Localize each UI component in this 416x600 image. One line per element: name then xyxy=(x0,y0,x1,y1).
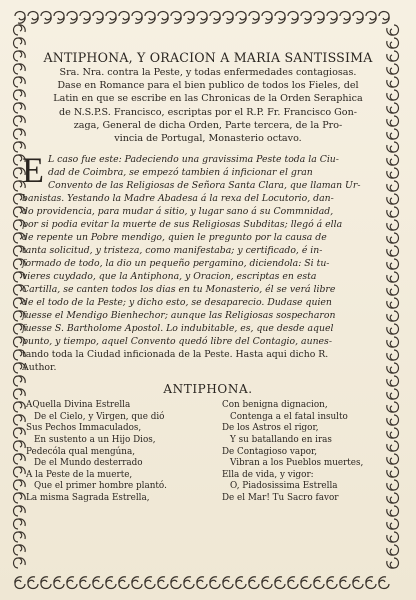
border-flourish xyxy=(340,577,350,589)
border-flourish xyxy=(67,12,77,24)
subtitle-line: zaga, General de dicha Orden, Parte tercera, de la Pro- xyxy=(73,119,343,131)
narrative-body xyxy=(22,150,394,374)
border-flourish xyxy=(236,12,246,24)
border-flourish xyxy=(28,12,38,24)
border-flourish xyxy=(210,12,220,24)
body-line: tanta solicitud, y tristeza, como manifestaba; y certificado, é in- xyxy=(22,245,323,257)
border-flourish xyxy=(387,558,399,568)
border-flourish xyxy=(387,25,399,35)
border-flourish xyxy=(14,38,26,48)
border-flourish xyxy=(379,577,389,589)
border-flourish xyxy=(197,12,207,24)
verse-line: Vibran a los Pueblos muertes, xyxy=(230,458,364,469)
border-flourish xyxy=(366,577,376,589)
body-line: punto, y tiempo, aquel Convento quedó libre del Contagio, aunes- xyxy=(22,336,332,348)
body-line: por si podia evitar la muerte de sus Religiosas Subditas; llegó á ella xyxy=(22,219,343,231)
subtitle-line: Dase en Romance para el bien publico de todos los Fieles, del xyxy=(57,80,359,92)
body-line: vieres cuydado, que la Antiphona, y Oracion, escriptas en esta xyxy=(22,271,317,283)
border-flourish xyxy=(14,558,26,568)
border-flourish xyxy=(301,12,311,24)
verse-line: De el Mundo desterrado xyxy=(34,458,143,469)
border-flourish xyxy=(158,12,168,24)
verse-line: De el Cielo, y Virgen, que dió xyxy=(34,411,165,422)
body-line: do providencia, para mudar á sitio, y lugar sano á su Commnidad, xyxy=(22,206,334,218)
verse-line: Que el primer hombre plantó. xyxy=(34,481,167,492)
border-flourish xyxy=(314,577,324,589)
border-flourish xyxy=(132,577,142,589)
border-flourish xyxy=(80,12,90,24)
border-flourish xyxy=(262,577,272,589)
border-flourish xyxy=(387,38,399,48)
body-line: banistas. Yestando la Madre Abadesa á la rexa del Locutorio, dan- xyxy=(22,193,334,205)
border-flourish xyxy=(387,545,399,555)
border-flourish xyxy=(14,532,26,542)
border-flourish xyxy=(275,577,285,589)
border-flourish xyxy=(41,577,51,589)
border-flourish xyxy=(132,12,142,24)
border-flourish xyxy=(288,577,298,589)
border-flourish xyxy=(210,577,220,589)
border-flourish xyxy=(41,12,51,24)
border-flourish xyxy=(197,577,207,589)
verse-line: En sustento a un Hijo Dios, xyxy=(34,435,156,445)
body-line: dad de Coimbra, se empezó tambien á inficionar el gran xyxy=(48,167,313,179)
border-flourish xyxy=(353,577,363,589)
border-flourish xyxy=(14,25,26,35)
verse-line: Contenga a el fatal insulto xyxy=(230,411,348,422)
border-flourish xyxy=(184,12,194,24)
document-content xyxy=(22,50,394,505)
border-flourish xyxy=(301,577,311,589)
border-flourish xyxy=(184,577,194,589)
body-line: Author. xyxy=(22,362,57,374)
verses-left-column xyxy=(22,400,202,504)
border-flourish xyxy=(379,12,389,24)
verse-line: De los Astros el rigor, xyxy=(222,423,319,434)
subtitle-line: Latin en que se escribe en las Chronicas de la Orden Seraphica xyxy=(53,93,363,105)
verse-line: AQuella Divina Estrella xyxy=(26,400,131,411)
verse-line: De el Mar! Tu Sacro favor xyxy=(222,492,339,503)
border-flourish xyxy=(327,577,337,589)
border-flourish xyxy=(327,12,337,24)
border-flourish xyxy=(275,12,285,24)
body-line: Cartilla, se canten todos los dias en tu Monasterio, él se verá libre xyxy=(22,284,336,296)
border-flourish xyxy=(387,532,399,542)
document-subtitle xyxy=(22,66,394,145)
antiphona-heading: ANTIPHONA. xyxy=(163,382,253,397)
document-title: ANTIPHONA, Y ORACION A MARIA SANTISSIMA xyxy=(43,50,373,65)
border-flourish xyxy=(236,577,246,589)
border-flourish xyxy=(249,577,259,589)
border-flourish xyxy=(387,506,399,516)
border-flourish xyxy=(14,545,26,555)
verse-line: Sus Pechos Immaculados, xyxy=(26,423,142,434)
body-line: tando toda la Ciudad inficionada de la Peste. Hasta aqui dicho R. xyxy=(22,349,329,361)
border-flourish xyxy=(67,577,77,589)
body-line: de repente un Pobre mendigo, quien le pregunto por la causa de xyxy=(22,232,327,244)
border-flourish xyxy=(145,577,155,589)
border-flourish xyxy=(262,12,272,24)
border-flourish xyxy=(249,12,259,24)
border-flourish xyxy=(54,12,64,24)
border-flourish xyxy=(15,12,25,24)
border-flourish xyxy=(54,577,64,589)
verse-line: A la Peste de la muerte, xyxy=(26,469,133,480)
border-flourish xyxy=(119,577,129,589)
verse-line: De Contagioso vapor, xyxy=(222,446,318,457)
border-flourish xyxy=(15,577,25,589)
body-line: formado de todo, la dio un pequeño pergamino, diciendola: Si tu- xyxy=(22,258,330,270)
subtitle-line: vincia de Portugal, Monasterio octavo. xyxy=(114,133,302,145)
border-flourish xyxy=(223,12,233,24)
border-flourish xyxy=(366,12,376,24)
border-flourish xyxy=(340,12,350,24)
border-flourish xyxy=(93,12,103,24)
verse-line: Y su batallando en iras xyxy=(230,435,332,445)
border-flourish xyxy=(106,12,116,24)
border-flourish xyxy=(353,12,363,24)
antiphona-verses xyxy=(22,400,394,504)
verse-line: Ella de vida, y vigor: xyxy=(222,469,314,480)
border-flourish xyxy=(223,577,233,589)
border-flourish xyxy=(93,577,103,589)
border-flourish xyxy=(119,12,129,24)
drop-cap: E xyxy=(22,150,44,191)
verse-line: O, Piadosissima Estrella xyxy=(230,481,338,492)
subtitle-line: Sra. Nra. contra la Peste, y todas enfermedades contagiosas. xyxy=(59,67,357,78)
border-flourish xyxy=(288,12,298,24)
verse-line: Con benigna dignacion, xyxy=(222,400,328,411)
border-flourish xyxy=(314,12,324,24)
border-flourish xyxy=(387,519,399,529)
border-flourish xyxy=(171,577,181,589)
body-line: Convento de las Religiosas de Señora Santa Clara, que llaman Ur- xyxy=(48,180,361,192)
border-flourish xyxy=(158,577,168,589)
verse-line: La misma Sagrada Estrella, xyxy=(26,492,150,503)
body-line: L caso fue este: Padeciendo una gravissima Peste toda la Ciu- xyxy=(48,154,339,166)
body-line: de el todo de la Peste; y dicho esto, se desaparecio. Dudase quien xyxy=(22,297,332,309)
body-line: fuesse el Mendigo Bienhechor; aunque las Religiosas sospecharon xyxy=(22,310,336,322)
border-flourish xyxy=(106,577,116,589)
border-flourish xyxy=(171,12,181,24)
border-flourish xyxy=(28,577,38,589)
border-flourish xyxy=(14,506,26,516)
verses-right-column xyxy=(214,400,394,504)
border-flourish xyxy=(80,577,90,589)
verse-line: Pedecóla qual mengúna, xyxy=(26,446,136,457)
border-flourish xyxy=(14,519,26,529)
border-flourish xyxy=(145,12,155,24)
body-line: fuesse S. Bartholome Apostol. Lo indubitable, es, que desde aquel xyxy=(22,323,334,335)
subtitle-line: de N.S.P.S. Francisco, escriptas por el R.P. Fr. Francisco Gon- xyxy=(58,106,358,118)
